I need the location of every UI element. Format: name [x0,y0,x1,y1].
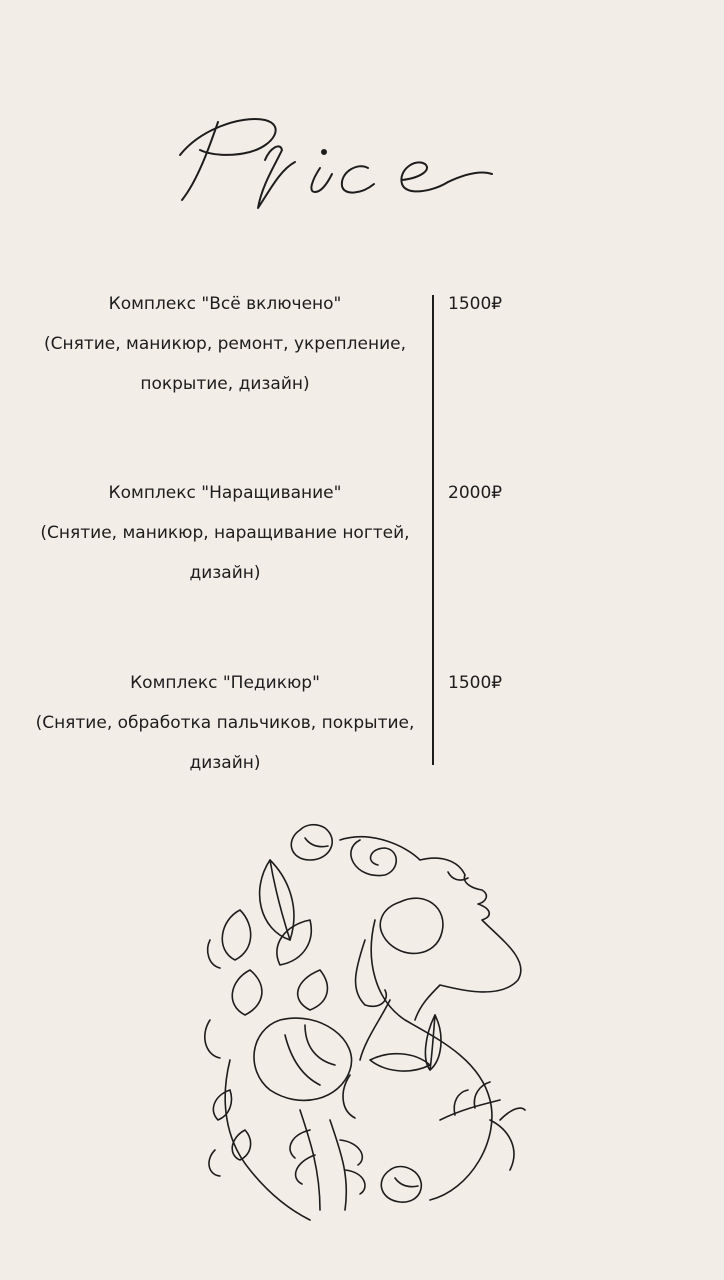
item-details-line2: дизайн) [189,753,261,773]
item-price: 1500₽ [448,294,503,314]
item-name: Комплекс "Всё включено" [108,294,342,314]
item-details-line1: (Снятие, маникюр, наращивание ногтей, [40,523,410,543]
price-list-item [30,284,420,404]
page-title [170,100,510,220]
item-details-line1: (Снятие, маникюр, ремонт, укрепление, [44,334,406,354]
line-art-woman-with-leaves-icon [190,820,535,1250]
item-details-line1: (Снятие, обработка пальчиков, покрытие, [35,713,415,733]
item-price: 2000₽ [448,483,503,503]
price-script-title-icon [170,100,510,220]
price-list-item [30,663,420,783]
item-details-line2: покрытие, дизайн) [140,374,310,394]
item-price: 1500₽ [448,673,503,693]
price-list-item [30,473,420,593]
item-name: Комплекс "Педикюр" [130,673,320,693]
vertical-divider [432,295,434,765]
item-details-line2: дизайн) [189,563,261,583]
item-name: Комплекс "Наращивание" [108,483,342,503]
